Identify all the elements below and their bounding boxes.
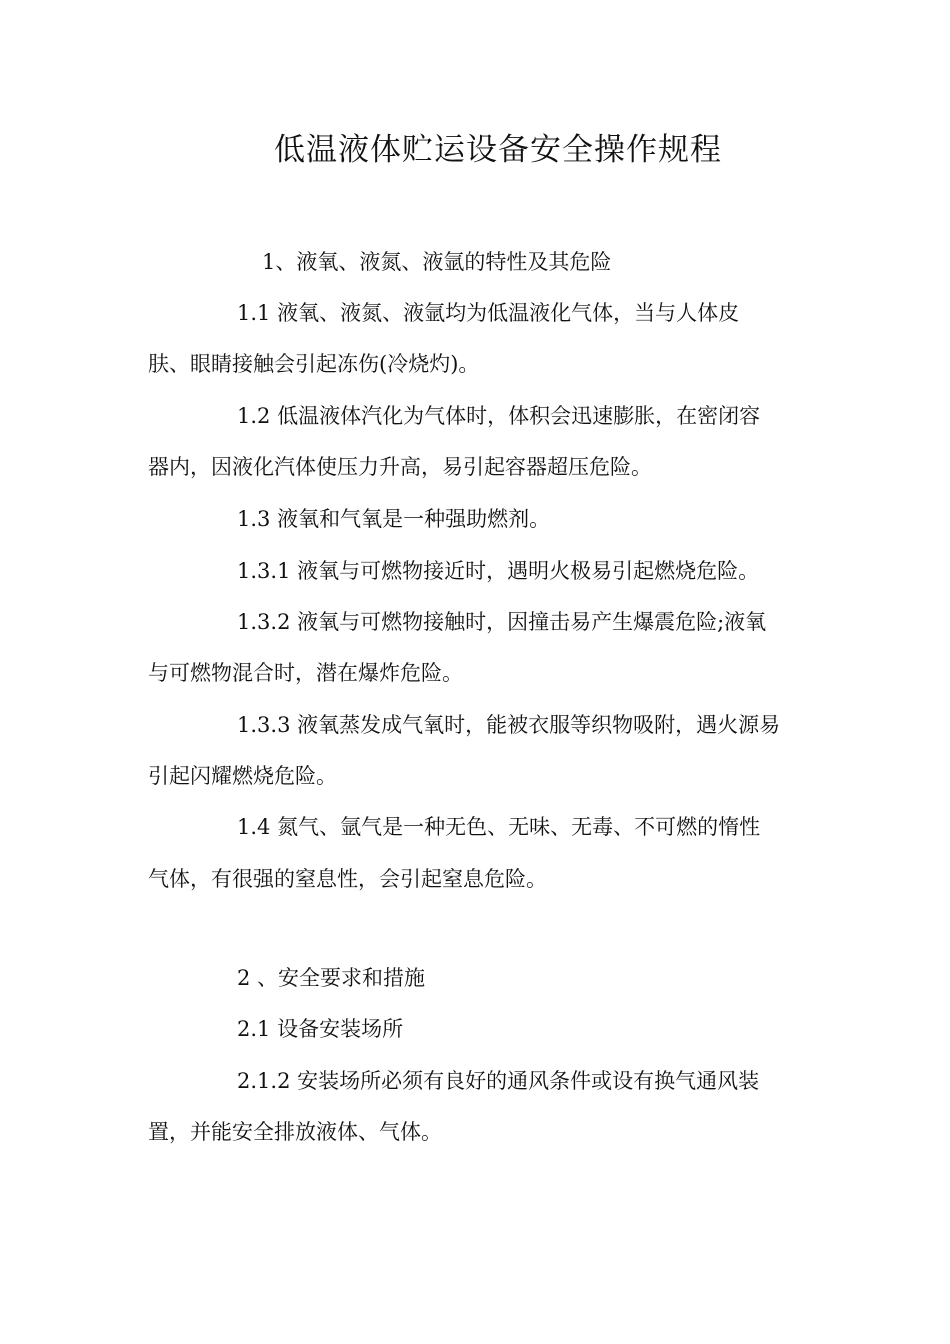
paragraph-1-4-line-2: 气体，有很强的窒息性，会引起窒息危险。 bbox=[148, 867, 547, 891]
paragraph-1-2-line-2: 器内，因液化汽体使压力升高，易引起容器超压危险。 bbox=[148, 455, 652, 479]
paragraph-1-2-line-1: 1.2 低温液体汽化为气体时，体积会迅速膨胀，在密闭容 bbox=[237, 404, 761, 428]
paragraph-1-3-3-line-1: 1.3.3 液氧蒸发成气氧时，能被衣服等织物吸附，遇火源易 bbox=[237, 713, 781, 737]
paragraph-1-4-line-1: 1.4 氮气、氩气是一种无色、无味、无毒、不可燃的惰性 bbox=[237, 815, 761, 839]
paragraph-1-3-3-line-2: 引起闪耀燃烧危险。 bbox=[148, 764, 337, 788]
paragraph-2-1-2-line-2: 置，并能安全排放液体、气体。 bbox=[148, 1120, 442, 1144]
paragraph-1-3: 1.3 液氧和气氧是一种强助燃剂。 bbox=[237, 507, 551, 531]
document-title: 低温液体贮运设备安全操作规程 bbox=[274, 132, 722, 168]
paragraph-1-1-line-1: 1.1 液氧、液氮、液氩均为低温液化气体，当与人体皮 bbox=[237, 301, 740, 325]
paragraph-2-1: 2.1 设备安装场所 bbox=[237, 1017, 404, 1041]
paragraph-1-1-line-2: 肤、眼睛接触会引起冻伤(冷烧灼)。 bbox=[148, 352, 480, 376]
paragraph-1-3-1: 1.3.1 液氧与可燃物接近时，遇明火极易引起燃烧危险。 bbox=[237, 559, 760, 583]
paragraph-2-1-2-line-1: 2.1.2 安装场所必须有良好的通风条件或设有换气通风装 bbox=[237, 1069, 760, 1093]
paragraph-1-3-2-line-1: 1.3.2 液氧与可燃物接触时，因撞击易产生爆震危险;液氧 bbox=[237, 610, 767, 634]
section-heading-2: 2 、安全要求和措施 bbox=[237, 966, 426, 990]
paragraph-1-3-2-line-2: 与可燃物混合时，潜在爆炸危险。 bbox=[148, 661, 463, 685]
section-heading-1: 1、液氧、液氮、液氩的特性及其危险 bbox=[262, 250, 612, 274]
